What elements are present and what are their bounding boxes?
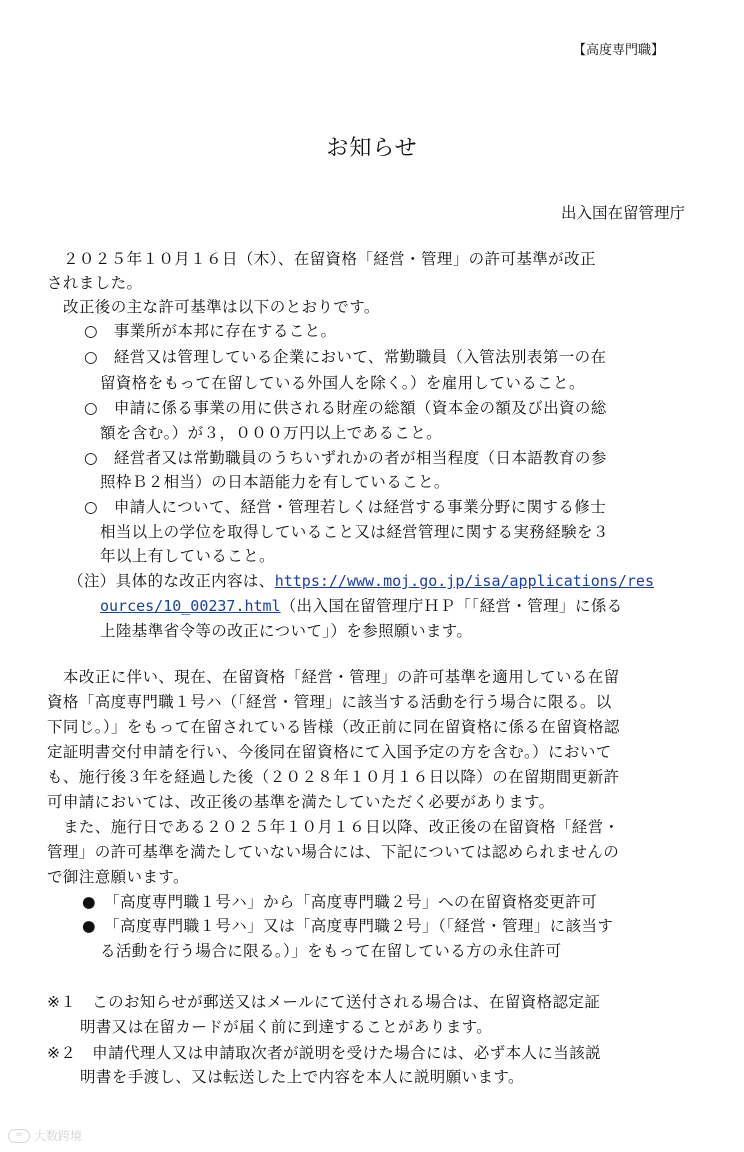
- criteria-item-4-line1: ○ 経営者又は常勤職員のうちいずれかの者が相当程度（日本語教育の参: [84, 449, 607, 467]
- footnote-2-line2: 明書を手渡し、又は転送した上で内容を本人に説明願います。: [80, 1068, 524, 1086]
- note-prefix: （注）具体的な改正内容は、: [68, 572, 275, 590]
- watermark-logo-icon: ∞: [8, 1129, 30, 1143]
- footnote-2-line1: ※２ 申請代理人又は申請取次者が説明を受けた場合には、必ず本人に当該説: [47, 1044, 601, 1062]
- criteria-item-1: ○ 事業所が本邦に存在すること。: [84, 322, 337, 340]
- section2-line4: 定証明書交付申請を行い、今後同在留資格にて入国予定の方を含む。）において: [47, 743, 612, 761]
- issuer: 出入国在留管理庁: [560, 204, 685, 222]
- criteria-item-5-line1: ○ 申請人について、経営・管理若しくは経営する事業分野に関する修士: [84, 498, 607, 516]
- note-line2: [100, 596, 623, 616]
- note-line1: [68, 571, 654, 591]
- section2-line7: また、施行日である２０２５年１０月１６日以降、改正後の在留資格「経営・: [63, 818, 620, 836]
- moj-url-link-part2[interactable]: ources/10_00237.html: [100, 597, 281, 615]
- section2-line5: も、施行後３年を経過した後（２０２８年１０月１６日以降）の在留期間更新許: [47, 768, 620, 786]
- note-line2-rest: （出入国在留管理庁ＨＰ「「経営・管理」に係る: [280, 597, 623, 615]
- para1-line1: ２０２５年１０月１６日（木）、在留資格「経営・管理」の許可基準が改正: [63, 250, 596, 268]
- criteria-item-5-line2: 相当以上の学位を取得していること又は経営管理に関する実務経験を３: [100, 523, 609, 541]
- section2-line8: 管理」の許可基準を満たしていない場合には、下記については認められませんの: [47, 843, 620, 861]
- watermark-text: 大数跨境: [34, 1129, 83, 1143]
- criteria-item-2-line2: 留資格をもって在留している外国人を除く。）を雇用していること。: [100, 374, 585, 392]
- footnote-1-line1: ※１ このお知らせが郵送又はメールにて送付される場合は、在留資格認定証: [47, 993, 601, 1011]
- moj-url-link-part1[interactable]: https://www.moj.go.jp/isa/applications/res: [274, 572, 654, 590]
- category-tag: 【高度専門職】: [572, 43, 664, 58]
- criteria-item-3-line2: 額を含む。）が３，０００万円以上であること。: [100, 424, 443, 442]
- bullet-1: ● 「高度専門職１号ハ」から「高度専門職２号」への在留資格変更許可: [82, 893, 597, 911]
- section2-line6: 可申請においては、改正後の基準を満たしていただく必要があります。: [47, 793, 555, 811]
- section2-line2: 資格「高度専門職１号ハ（「経営・管理」に該当する活動を行う場合に限る。以: [47, 693, 612, 711]
- section2-line1: 本改正に伴い、現在、在留資格「経営・管理」の許可基準を適用している在留: [63, 668, 620, 686]
- section2-line3: 下同じ。）」をもって在留されている皆様（改正前に同在留資格に係る在留資格認: [47, 718, 620, 736]
- page-title: お知らせ: [326, 136, 418, 161]
- section2-line9: で御注意願います。: [47, 868, 189, 886]
- criteria-item-4-line2: 照枠Ｂ２相当）の日本語能力を有していること。: [100, 473, 450, 491]
- criteria-item-2-line1: ○ 経営又は管理している企業において、常勤職員（入管法別表第一の在: [84, 348, 607, 366]
- footnote-1-line2: 明書又は在留カードが届く前に到達することがあります。: [80, 1018, 493, 1036]
- watermark: [8, 1127, 82, 1144]
- bullet-2-line1: ● 「高度専門職１号ハ」又は「高度専門職２号」（「経営・管理」に該当す: [82, 917, 614, 935]
- note-line3: 上陸基準省令等の改正について」）を参照願います。: [100, 622, 473, 640]
- criteria-item-3-line1: ○ 申請に係る事業の用に供される財産の総額（資本金の額及び出資の総: [84, 399, 607, 417]
- criteria-item-5-line3: 年以上有していること。: [100, 547, 275, 565]
- para1-line2: されました。: [47, 274, 143, 292]
- para2: 改正後の主な許可基準は以下のとおりです。: [63, 298, 380, 316]
- bullet-2-line2: る活動を行う場合に限る。）」をもって在留している方の永住許可: [100, 942, 562, 960]
